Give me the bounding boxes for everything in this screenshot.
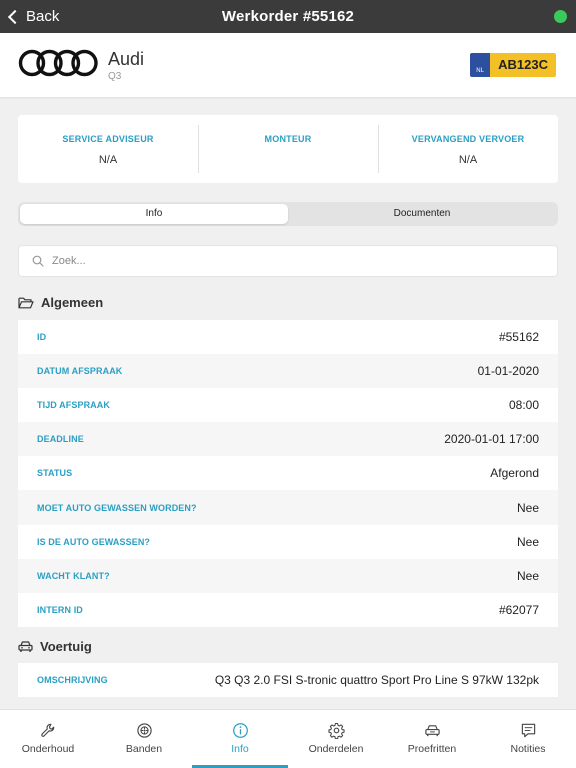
license-plate bbox=[470, 53, 556, 77]
audi-logo-icon bbox=[18, 48, 100, 78]
list-item bbox=[18, 422, 558, 456]
voertuig-list bbox=[18, 663, 558, 697]
field-label: DEADLINE bbox=[37, 434, 84, 445]
tab-proefritten[interactable] bbox=[384, 710, 480, 768]
page-title: Werkorder #55162 bbox=[221, 8, 355, 25]
section-title: Voertuig bbox=[40, 639, 92, 654]
field-value: Q3 Q3 2.0 FSI S-tronic quattro Sport Pro Line S 97kW 132pk bbox=[214, 673, 539, 688]
search-input[interactable] bbox=[52, 255, 532, 267]
list-item bbox=[18, 320, 558, 354]
tab-bar bbox=[0, 709, 576, 768]
vehicle-make: Audi bbox=[108, 49, 145, 69]
field-value: 01-01-2020 bbox=[477, 363, 539, 378]
staff-card bbox=[18, 115, 558, 183]
list-item bbox=[18, 354, 558, 388]
list-item bbox=[18, 559, 558, 593]
plate-country: NL bbox=[470, 53, 490, 77]
segment-documenten[interactable]: Documenten bbox=[393, 208, 451, 219]
staff-monteur bbox=[198, 115, 378, 183]
section-title: Algemeen bbox=[41, 295, 104, 310]
field-value: Nee bbox=[516, 534, 539, 549]
folder-open-icon bbox=[18, 296, 34, 309]
car-icon bbox=[18, 640, 33, 653]
field-label: WACHT KLANT? bbox=[37, 570, 110, 581]
field-value: #62077 bbox=[498, 603, 539, 618]
staff-label: VERVANGEND VERVOER bbox=[411, 134, 525, 144]
tab-label: Proefritten bbox=[407, 743, 457, 755]
field-label: ID bbox=[37, 331, 47, 342]
field-label: STATUS bbox=[37, 468, 73, 479]
field-value: Nee bbox=[516, 568, 539, 583]
tab-banden[interactable] bbox=[96, 710, 192, 768]
back-button-label: Back bbox=[26, 8, 60, 25]
algemeen-list bbox=[18, 320, 558, 628]
staff-vervangend-vervoer bbox=[378, 115, 558, 183]
field-label: IS DE AUTO GEWASSEN? bbox=[37, 536, 151, 547]
search-bar bbox=[18, 245, 558, 277]
tab-label: Banden bbox=[125, 743, 163, 755]
tab-onderhoud[interactable] bbox=[0, 710, 96, 768]
tab-label: Notities bbox=[510, 743, 546, 755]
status-indicator-dot bbox=[554, 10, 567, 23]
field-label: TIJD AFSPRAAK bbox=[37, 399, 110, 410]
list-item bbox=[18, 663, 558, 697]
tab-label: Onderdelen bbox=[308, 743, 364, 755]
plate-number: AB123C bbox=[490, 53, 556, 77]
list-item bbox=[18, 490, 558, 524]
staff-value: N/A bbox=[458, 154, 478, 166]
staff-value: N/A bbox=[98, 154, 118, 166]
tab-info[interactable] bbox=[192, 710, 288, 768]
field-label: OMSCHRIJVING bbox=[37, 675, 108, 686]
tab-onderdelen[interactable] bbox=[288, 710, 384, 768]
tab-label: Onderhoud bbox=[21, 743, 75, 755]
gear-icon bbox=[328, 722, 345, 739]
tab-label: Info bbox=[231, 743, 249, 755]
field-label: INTERN ID bbox=[37, 605, 83, 616]
field-label: MOET AUTO GEWASSEN WORDEN? bbox=[37, 502, 197, 513]
list-item bbox=[18, 593, 558, 627]
vehicle-header bbox=[0, 33, 576, 97]
field-value: Nee bbox=[516, 500, 539, 515]
tire-icon bbox=[136, 722, 153, 739]
segmented-control bbox=[18, 202, 558, 226]
staff-label: MONTEUR bbox=[264, 134, 312, 144]
staff-label: SERVICE ADVISEUR bbox=[62, 134, 154, 144]
car-icon bbox=[424, 722, 441, 739]
field-label: DATUM AFSPRAAK bbox=[37, 365, 123, 376]
list-item bbox=[18, 525, 558, 559]
navigation-bar bbox=[0, 0, 576, 33]
field-value: Afgerond bbox=[490, 466, 539, 481]
wrench-icon bbox=[40, 722, 57, 739]
note-icon bbox=[520, 722, 537, 739]
field-value: #55162 bbox=[498, 329, 539, 344]
staff-service-adviseur bbox=[18, 115, 198, 183]
tab-notities[interactable] bbox=[480, 710, 576, 768]
info-icon bbox=[232, 722, 249, 739]
section-header-voertuig bbox=[18, 639, 92, 654]
list-item bbox=[18, 456, 558, 490]
segment-info[interactable]: Info bbox=[20, 204, 288, 224]
section-header-algemeen bbox=[18, 295, 103, 310]
field-value: 2020-01-01 17:00 bbox=[444, 432, 539, 447]
vehicle-model: Q3 bbox=[108, 71, 122, 82]
field-value: 08:00 bbox=[508, 397, 539, 412]
list-item bbox=[18, 388, 558, 422]
search-icon bbox=[32, 255, 44, 267]
